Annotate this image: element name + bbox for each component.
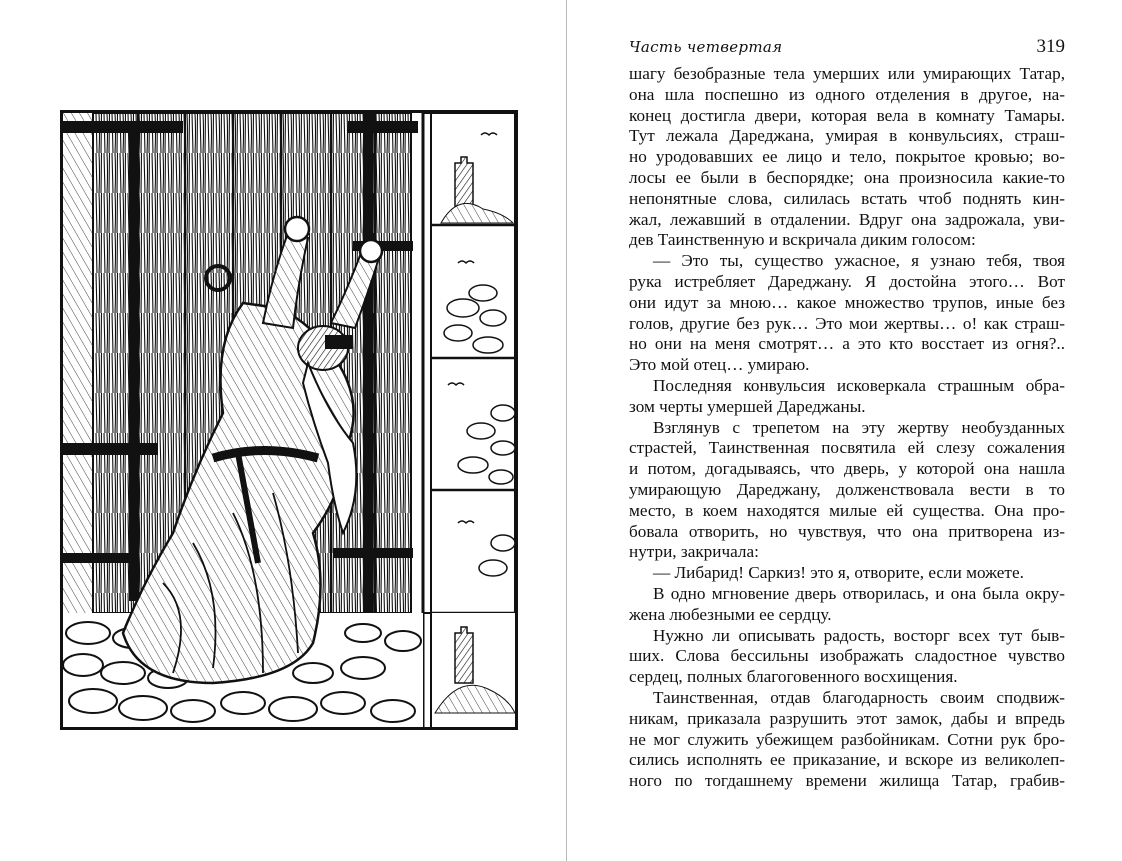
page-number: 319 xyxy=(1036,36,1065,57)
text-line: рука истребляет Дареджану. Я достойна этого… Вот xyxy=(629,271,1065,291)
woman-at-door-illustration xyxy=(63,113,515,727)
text-line: — Либарид! Саркиз! это я, отворите, если можете. xyxy=(653,563,1024,583)
text-line: умирающую Дареджану, долженствовала вести в то xyxy=(629,479,1065,499)
text-line: никам, приказала разрушить этот замок, дабы и впредь xyxy=(629,708,1065,728)
text-line: место, в коем находятся милые ей существа. Она про- xyxy=(629,500,1065,520)
text-line: ших. Слова бессильны изображать сладостное чувство xyxy=(629,646,1065,666)
text-line: ного по тогдашнему времени жилища Татар, грабив- xyxy=(629,771,1065,791)
text-line: дев Таинственную и вскричала диким голосом: xyxy=(629,230,976,250)
text-line: конец достигла двери, которая вела в комнату Тамары. xyxy=(629,105,1065,125)
illustration xyxy=(60,110,518,730)
text-line: но уродовавших ее лицо и тело, покрытое кровью; во- xyxy=(629,147,1065,167)
text-line: и потом, догадываясь, что дверь, у которой она нашла xyxy=(629,459,1065,479)
text-line: сились исполнять ее приказание, и вскоре из великолеп- xyxy=(629,750,1065,770)
right-page xyxy=(567,0,1122,861)
text-line: Таинственная, отдав благодарность своим сподвиж- xyxy=(653,687,1065,707)
text-line: голов, другие без рук… Это мои жертвы… о! как страш- xyxy=(629,313,1065,333)
text-line: Нужно ли описывать радость, восторг всех тут быв- xyxy=(653,625,1065,645)
text-line: бовала отворить, но чувствуя, что она притворена из- xyxy=(629,521,1065,541)
text-line: сердец, полных благоговенного восхищения. xyxy=(629,667,958,687)
text-line: они идут за мною… какое множество трупов, иные без xyxy=(629,292,1065,312)
text-line: Это мой отец… умираю. xyxy=(629,355,810,375)
text-line: она шла поспешно из одного отделения в другое, на- xyxy=(629,84,1065,104)
text-line: страстей, Таинственная посвятила ей слезу сожаления xyxy=(629,438,1065,458)
text-line: Последняя конвульсия исковеркала страшным обра- xyxy=(653,375,1065,395)
text-line: В одно мгновение дверь отворилась, и она была окру- xyxy=(653,583,1065,603)
text-line: — Это ты, существо ужасное, я узнаю тебя, твоя xyxy=(653,251,1065,271)
text-line: зом черты умершей Дареджаны. xyxy=(629,396,866,416)
text-line: жал, лежавший в отдалении. Вдруг она задрожала, уви- xyxy=(629,209,1065,229)
section-title: Часть четвертая xyxy=(629,38,783,56)
body-text xyxy=(629,64,1065,792)
text-line: лосы ее были в беспорядке; она произносила какие-то xyxy=(629,167,1065,187)
text-line: Взглянув с трепетом на эту жертву необузданных xyxy=(653,417,1065,437)
running-header xyxy=(629,38,1065,62)
text-line: жена любезными ее сердцу. xyxy=(629,604,832,624)
text-line: Тут лежала Дареджана, умирая в конвульсиях, страш- xyxy=(629,126,1065,146)
text-line: непонятные слова, силилась встать чтоб поднять кин- xyxy=(629,188,1065,208)
text-line: шагу безобразные тела умерших или умирающих Татар, xyxy=(629,64,1065,83)
text-line: но они на меня смотрят… а это кто восстает из огня?.. xyxy=(629,334,1065,354)
text-line: нутри, закричала: xyxy=(629,542,759,562)
text-line: не мог служить убежищем разбойникам. Сотни рук бро- xyxy=(629,729,1065,749)
